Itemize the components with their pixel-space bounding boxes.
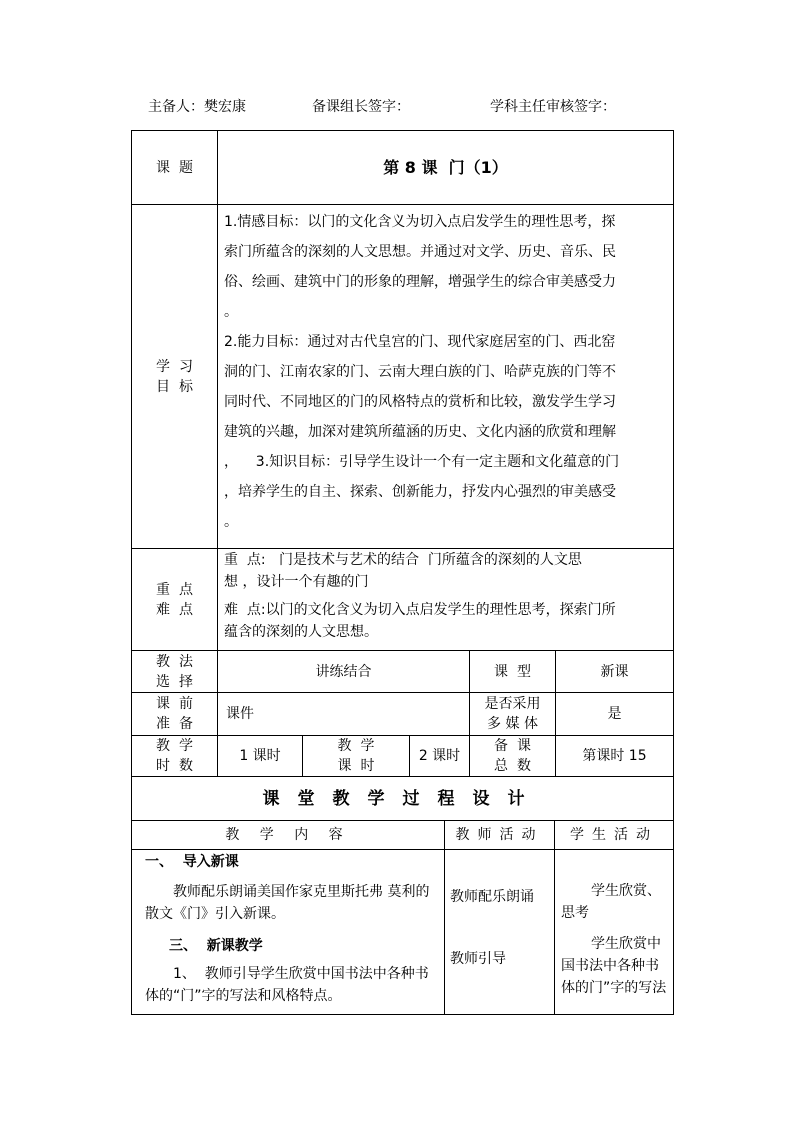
method-value: 讲练结合 — [315, 663, 372, 680]
group-leader-sign-label: 备课组长签字： — [312, 99, 410, 115]
teaching-hours-value: 1 课时 — [239, 748, 281, 764]
teacher-activity-1: 教师配乐朗诵 — [450, 889, 534, 905]
teacher-activity-2: 教师引导 — [450, 951, 506, 967]
lesson-title: 第 8 课 门（1） — [383, 157, 508, 177]
prep-label: 课 前 准 备 — [156, 696, 193, 732]
method-label: 教 法 选 择 — [156, 653, 193, 690]
objectives-label: 学 习 目 标 — [156, 358, 193, 395]
prep-value: 课件 — [226, 706, 254, 722]
section-intro-text-line1: 教师配乐朗诵美国作家克里斯托弗 莫利的 — [173, 884, 430, 900]
class-hours-value: 2 课时 — [418, 748, 461, 764]
teaching-hours-label: 教 学 时 数 — [156, 738, 193, 774]
key-points-label: 重 点 难 点 — [156, 581, 193, 618]
section-new-text-line2: 体的“门”字的写法和风格特点。 — [145, 988, 342, 1004]
lesson-type-label: 课 型 — [494, 663, 531, 680]
document-header — [0, 96, 794, 116]
subject-director-sign-label: 学科主任审核签字： — [490, 99, 616, 115]
section-intro-heading: 一、 导入新课 — [145, 854, 239, 870]
student-activity-header: 学生活动 — [570, 827, 658, 843]
key-points-text: 重 点: 门是技术与艺术的结合 门所蕴含的深刻的人文思 想 ，设计一个有趣的门 难 点:以门的文化含义为切入点启发学生的理性思考，探索门所 蕴含的深刻的人文思想。 — [224, 552, 616, 640]
lesson-type-value: 新课 — [600, 663, 629, 680]
prep-total-value: 第课时 15 — [582, 748, 647, 764]
process-design-title: 课堂教学过程设计 — [262, 788, 543, 809]
preparer-label: 主备人：樊宏康 — [148, 99, 246, 115]
topic-label: 课 题 — [156, 159, 193, 176]
teacher-activity-header: 教师活动 — [455, 827, 544, 843]
lesson-plan-table — [131, 130, 674, 1015]
multimedia-value: 是 — [607, 706, 622, 722]
content-column-header: 教 学 内 容 — [225, 827, 351, 843]
section-new-heading: 三、 新课教学 — [169, 938, 263, 954]
prep-total-label: 备 课 总 数 — [494, 738, 531, 774]
student-activity-2: 学生欣赏中 国书法中各种书 体的门”字的写法 — [561, 936, 667, 996]
section-new-text-line1: 1、 教师引导学生欣赏中国书法中各种书 — [173, 966, 429, 982]
multimedia-label: 是否采用 多 媒 体 — [484, 696, 541, 732]
section-intro-text-line2: 散文《门》引入新课。 — [145, 906, 285, 922]
learning-objectives-text: 1.情感目标：以门的文化含义为切入点启发学生的理性思考，探 索门所蕴含的深刻的人文思想。并通过对文学、历史、音乐、民 俗、绘画、建筑中门的形象的理解，增强学生的综合审美感受力 。 2.能力目标：通过对古代皇宫的门、现代家庭居室的门、西北窑 洞的门、江南农家的门、云南大理白族的门、哈萨克族的门等不 同时代、不同地区的门的风格特点的赏析和比较，激发学生学习 建筑的兴趣，加深对建筑所蕴涵的历史、文化内涵的欣赏和理解 ， 3.知识目标：引导学生设计一个有一定主题和文化蕴意的门 ，培养学生的自主、探索、创新能力，抒发内心强烈的审美感受 。 — [224, 214, 620, 530]
section-intro — [145, 851, 441, 1007]
student-activity-1: 学生欣赏、 思考 — [561, 883, 661, 921]
class-hours-label: 教 学 课 时 — [337, 738, 375, 774]
